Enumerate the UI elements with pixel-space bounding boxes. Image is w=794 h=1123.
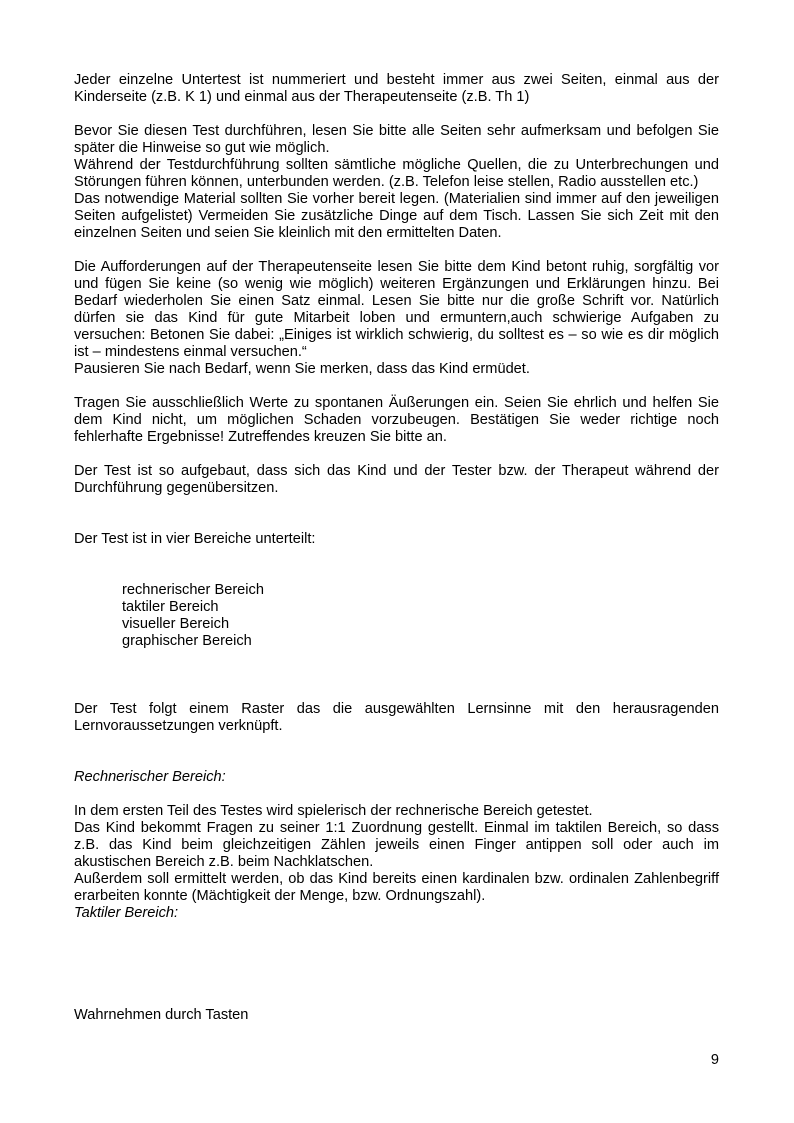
page-number: 9	[710, 1052, 719, 1068]
paragraph-untertest-numbering: Jeder einzelne Untertest ist nummeriert und besteht immer aus zwei Seiten, einmal aus der Kinderseite (z.B. K 1) und einmal aus der Therapeutenseite (z.B. Th 1)	[74, 72, 719, 105]
paragraph-zuordnung: Das Kind bekommt Fragen zu seiner 1:1 Zuordnung gestellt. Einmal im taktilen Bereich, so dass z.B. das Kind beim gleichzeitigen Zählen jeweils einen Finger antippen soll oder auch im akustischen Bereich z.B. beim Nachklatschen.	[74, 820, 719, 870]
paragraph-aufforderungen: Die Aufforderungen auf der Therapeutenseite lesen Sie bitte dem Kind betont ruhig, sorgfältig vor und fügen Sie keine (so wenig wie möglich) weiteren Ergänzungen und Erklärungen hinzu. Bei Bedarf wiederholen Sie einen Satz einmal. Lesen Sie bitte nur die große Schrift vor. Natürlich dürfen sie das Kind für gute Mitarbeit loben und ermuntern,auch schwierige Aufgaben zu versuchen: Betonen Sie dabei: „Einiges ist wirklich schwierig, du solltest es – so wie es dir möglich ist – mindestens einmal versuchen.“	[74, 259, 719, 360]
list-item-rechnerisch: rechnerischer Bereich	[122, 582, 264, 598]
paragraph-werte-eintragen: Tragen Sie ausschließlich Werte zu spontanen Äußerungen ein. Seien Sie ehrlich und helfen Sie dem Kind nicht, um möglichen Schaden vorzubeugen. Bestätigen Sie weder richtige noch fehlerhafte Ergebnisse! Zutreffendes kreuzen Sie bitte an.	[74, 395, 719, 445]
paragraph-erster-teil: In dem ersten Teil des Testes wird spielerisch der rechnerische Bereich getestet.	[74, 803, 593, 819]
list-item-visuell: visueller Bereich	[122, 616, 230, 632]
heading-rechnerischer-bereich: Rechnerischer Bereich:	[74, 769, 226, 785]
document-body	[74, 72, 719, 1024]
paragraph-bevor-test: Bevor Sie diesen Test durchführen, lesen Sie bitte alle Seiten sehr aufmerksam und befolgen Sie später die Hinweise so gut wie möglich.	[74, 123, 719, 156]
paragraph-raster: Der Test folgt einem Raster das die ausgewählten Lernsinne mit den herausragenden Lernvoraussetzungen verknüpft.	[74, 701, 719, 734]
list-item-taktil: taktiler Bereich	[122, 599, 219, 615]
paragraph-test-aufbau: Der Test ist so aufgebaut, dass sich das Kind und der Tester bzw. der Therapeut während der Durchführung gegenübersitzen.	[74, 463, 719, 496]
list-item-graphisch: graphischer Bereich	[122, 633, 252, 649]
paragraph-zahlenbegriff: Außerdem soll ermittelt werden, ob das Kind bereits einen kardinalen bzw. ordinalen Zahlenbegriff erarbeiten konnte (Mächtigkeit der Menge, bzw. Ordnungszahl).	[74, 871, 719, 904]
paragraph-vier-bereiche-intro: Der Test ist in vier Bereiche unterteilt:	[74, 531, 316, 547]
bereich-list	[74, 582, 719, 650]
paragraph-material-vorbereitung: Das notwendige Material sollten Sie vorher bereit legen. (Materialien sind immer auf den jeweiligen Seiten aufgelistet) Vermeiden Sie zusätzliche Dinge auf dem Tisch. Lassen Sie sich Zeit mit den einzelnen Seiten und seien Sie kleinlich mit den ermittelten Daten.	[74, 191, 719, 241]
paragraph-wahrnehmen-durch-tasten: Wahrnehmen durch Tasten	[74, 1007, 249, 1023]
paragraph-waehrend-testdurchfuehrung: Während der Testdurchführung sollten sämtliche mögliche Quellen, die zu Unterbrechungen und Störungen führen können, unterbunden werden. (z.B. Telefon leise stellen, Radio ausstellen etc.)	[74, 157, 719, 190]
heading-taktiler-bereich: Taktiler Bereich:	[74, 905, 179, 921]
paragraph-pausieren: Pausieren Sie nach Bedarf, wenn Sie merken, dass das Kind ermüdet.	[74, 361, 530, 377]
